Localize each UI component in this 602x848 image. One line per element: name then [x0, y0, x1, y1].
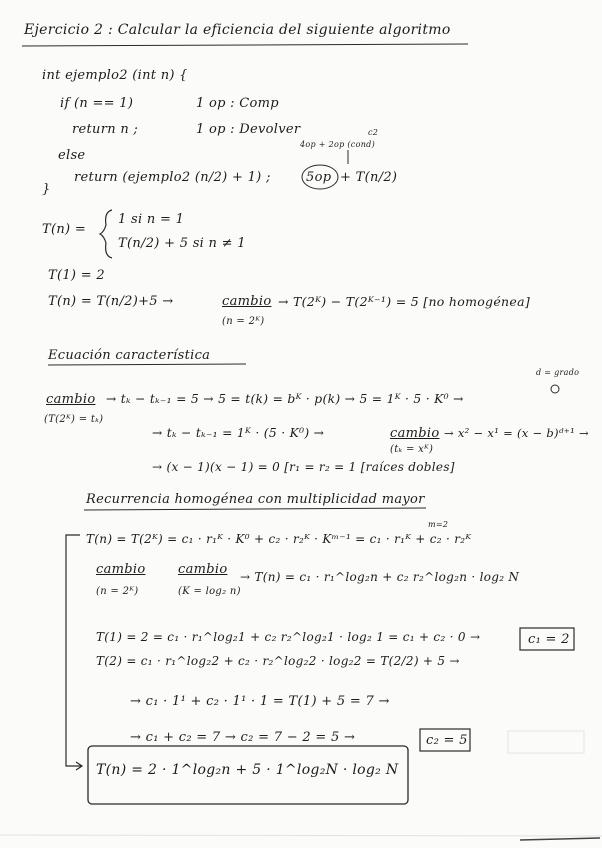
- degree-circle: [551, 385, 559, 393]
- char-line2b: → x² − x¹ = (x − b)ᵈ⁺¹ →: [444, 426, 589, 440]
- code-line-signature: int ejemplo2 (int n) {: [42, 68, 188, 83]
- char-cambio: cambio: [46, 392, 96, 407]
- solution-bracket: [66, 535, 82, 766]
- sol-line4: T(2) = c₁ · r₁^log₂2 + c₂ · r₂^log₂2 · log₂2 = T(2/2) + 5 →: [96, 654, 460, 668]
- page-bottom-edge: [0, 835, 602, 836]
- sol-line2-sub2: (K = log₂ n): [178, 586, 241, 597]
- code-line-return-tail: + T(n/2): [340, 170, 398, 185]
- cases-brace: [100, 210, 112, 258]
- sol-box-c2: c₂ = 5: [426, 733, 468, 748]
- char-line2a: → tₖ − tₖ₋₁ = 1ᴷ · (5 · K⁰) →: [152, 426, 325, 440]
- sol-line2-cambio2: cambio: [178, 562, 228, 577]
- degree-annotation: d = grado: [536, 368, 580, 377]
- code-line-else: else: [58, 148, 86, 163]
- code-line-if: if (n == 1): [60, 96, 134, 111]
- section-homogeneous-heading: Recurrencia homogénea con multiplicidad mayor: [86, 492, 425, 507]
- code-annotation-c2: c2: [368, 128, 379, 137]
- sol-line1: T(n) = T(2ᴷ) = c₁ · r₁ᴷ · K⁰ + c₂ · r₂ᴷ · Kᵐ⁻¹ = c₁ · r₁ᴷ + c₂ · r₂ᴷ: [86, 532, 472, 546]
- erased-box: [508, 731, 584, 753]
- code-note-devolver: 1 op : Devolver: [196, 122, 301, 137]
- section2-underline: [84, 508, 426, 510]
- sol-line5: → c₁ · 1¹ + c₂ · 1¹ · 1 = T(1) + 5 = 7 →: [130, 694, 390, 709]
- section1-underline: [48, 364, 246, 365]
- change-line: T(n) = T(n/2)+5 →: [48, 294, 174, 309]
- char-line1: → tₖ − tₖ₋₁ = 5 → 5 = t(k) = bᴷ · p(k) → 5 = 1ᴷ · 5 · K⁰ →: [106, 392, 464, 406]
- recurrence-case1: 1 si n = 1: [118, 212, 185, 227]
- bracket-arrow: [76, 762, 82, 770]
- char-cambio-sub: (T(2ᴷ) = tₖ): [44, 414, 104, 425]
- recurrence-case2: T(n/2) + 5 si n ≠ 1: [118, 236, 246, 251]
- sol-box-c1: c₁ = 2: [528, 632, 570, 647]
- change-cambio: cambio: [222, 294, 272, 309]
- change-sub: (n = 2ᴷ): [222, 316, 265, 327]
- sol-line3: T(1) = 2 = c₁ · r₁^log₂1 + c₂ r₂^log₂1 · log₂ 1 = c₁ + c₂ · 0 →: [96, 630, 481, 644]
- title-underline: [22, 44, 468, 46]
- change-rest: → T(2ᴷ) − T(2ᴷ⁻¹) = 5 [no homogénea]: [278, 294, 531, 309]
- base-case: T(1) = 2: [48, 268, 105, 283]
- code-line-return-recursive: return (ejemplo2 (n/2) + 1) ;: [74, 170, 271, 185]
- code-line-return-n: return n ;: [72, 122, 139, 137]
- char-line2-cambio: cambio: [390, 426, 440, 441]
- sol-line2-rest: → T(n) = c₁ · r₁^log₂n + c₂ r₂^log₂n · log₂ N: [240, 570, 520, 584]
- code-note-comp: 1 op : Comp: [196, 96, 279, 111]
- sol-annotation-m2: m=2: [428, 520, 449, 529]
- final-answer: T(n) = 2 · 1^log₂n + 5 · 1^log₂N · log₂ N: [96, 762, 399, 778]
- sol-line2-sub: (n = 2ᴷ): [96, 586, 139, 597]
- code-line-close: }: [42, 182, 51, 197]
- code-circled-5op: 5op: [306, 170, 332, 185]
- code-annotation-ops: 4op + 2op (cond): [300, 140, 375, 149]
- char-line3: → (x − 1)(x − 1) = 0 [r₁ = r₂ = 1 [raíces dobles]: [152, 460, 455, 474]
- page-corner-mark: [520, 838, 600, 840]
- recurrence-lhs: T(n) =: [42, 222, 87, 237]
- page-title: Ejercicio 2 : Calcular la eficiencia del siguiente algoritmo: [24, 22, 451, 38]
- sol-line6: → c₁ + c₂ = 7 → c₂ = 7 − 2 = 5 →: [130, 730, 356, 745]
- section-characteristic-heading: Ecuación característica: [48, 348, 211, 363]
- sol-line2-cambio: cambio: [96, 562, 146, 577]
- char-line2-sub: (tₖ = xᴷ): [390, 444, 434, 455]
